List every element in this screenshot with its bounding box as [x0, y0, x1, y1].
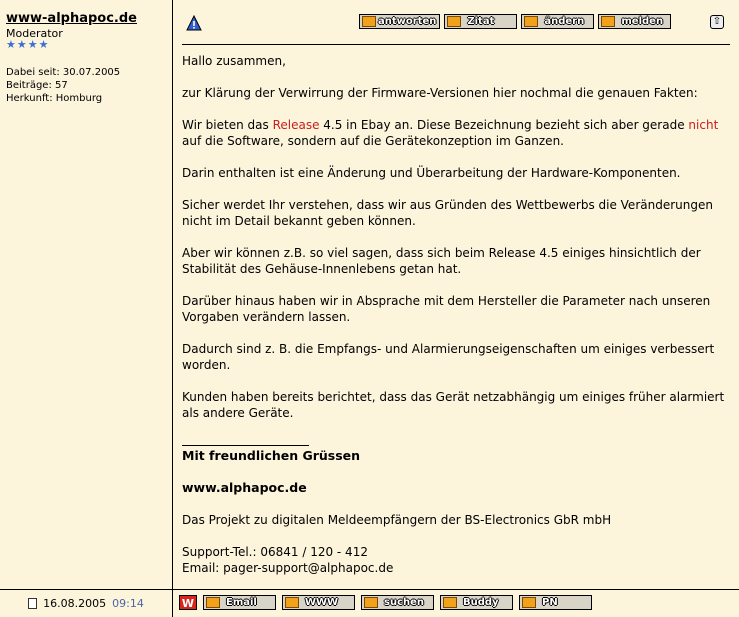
author-joined: Dabei seit: 30.07.2005: [6, 67, 121, 78]
paragraph: Aber wir können z.B. so viel sagen, dass sich beim Release 4.5 einiges hinsichtlich der Stabilität des Gehäuse-Innenlebens getan hat.: [182, 246, 701, 276]
greeting: Hallo zusammen,: [182, 54, 286, 68]
website-w-button[interactable]: W: [179, 595, 197, 610]
edit-button[interactable]: ändern: [521, 14, 594, 29]
www-button[interactable]: WWW: [282, 595, 355, 610]
author-sidebar: [0, 0, 173, 590]
scroll-top-icon[interactable]: ⇧: [710, 15, 724, 29]
email-button[interactable]: Email: [203, 595, 276, 610]
home-icon: [285, 597, 299, 608]
search-icon: [364, 597, 378, 608]
author-rank: Moderator: [6, 27, 63, 40]
warning-icon: [186, 15, 202, 31]
signature-project: Das Projekt zu digitalen Meldeempfängern der BS-Electronics GbR mbH: [182, 513, 612, 527]
paragraph: Darüber hinaus haben wir in Absprache mit dem Hersteller die Parameter nach unseren Vorgaben verändern lassen.: [182, 294, 711, 324]
post-toolbar: [359, 14, 671, 29]
email-icon: [206, 597, 220, 608]
report-icon: [601, 16, 615, 27]
paragraph: Wir bieten das Release 4.5 in Ebay an. Diese Bezeichnung bezieht sich aber gerade nicht auf die Software, sondern auf die Gerätekonzeption im Ganzen.: [182, 118, 719, 148]
author-meta: [6, 66, 120, 105]
paragraph: Dadurch sind z. B. die Empfangs- und Alarmierungseigenschaften um einiges verbessert worden.: [182, 342, 715, 372]
star-icon: ★: [27, 38, 38, 51]
edit-icon: [524, 16, 538, 27]
header-separator: [182, 44, 730, 45]
paragraph: Kunden haben bereits berichtet, dass das Gerät netzabhängig um einiges früher alarmiert als andere Geräte.: [182, 390, 725, 420]
quote-button[interactable]: Zitat: [444, 14, 517, 29]
star-icon: ★: [38, 38, 49, 51]
buddy-button[interactable]: Buddy: [440, 595, 513, 610]
reply-icon: [362, 16, 376, 27]
paragraph: Sicher werdet Ihr verstehen, dass wir aus Gründen des Wettbewerbs die Veränderungen nicht im Detail bekannt geben können.: [182, 198, 713, 228]
author-username-link[interactable]: www-alphapoc.de: [6, 11, 137, 26]
signature-email: Email: pager-support@alphapoc.de: [182, 561, 394, 575]
signature-regards: Mit freundlichen Grüssen: [182, 448, 361, 463]
star-icon: ★: [16, 38, 27, 51]
star-icon: ★: [6, 38, 16, 51]
message-icon: [522, 597, 536, 608]
contact-toolbar: [179, 595, 592, 610]
post-footer: [0, 589, 739, 617]
highlight-nicht: nicht: [688, 118, 719, 132]
reply-button[interactable]: antworten: [359, 14, 440, 29]
paragraph: Darin enthalten ist eine Änderung und Überarbeitung der Hardware-Komponenten.: [182, 166, 681, 180]
author-post-count: Beiträge: 57: [6, 80, 68, 91]
document-icon: [28, 598, 37, 609]
signature-divider: [182, 445, 309, 446]
buddy-icon: [443, 597, 457, 608]
signature-phone: Support-Tel.: 06841 / 120 - 412: [182, 545, 368, 559]
quote-icon: [447, 16, 461, 27]
rank-stars: [6, 39, 49, 50]
search-button[interactable]: suchen: [361, 595, 434, 610]
post-content: [174, 0, 739, 590]
post-timestamp: [0, 590, 173, 617]
post-date: 16.08.2005: [43, 597, 107, 610]
post-time: 09:14: [112, 597, 144, 610]
paragraph: zur Klärung der Verwirrung der Firmware-Versionen hier nochmal die genauen Fakten:: [182, 86, 698, 100]
report-button[interactable]: melden: [598, 14, 671, 29]
pn-button[interactable]: PN: [519, 595, 592, 610]
post-body: [182, 53, 730, 576]
highlight-release: Release: [272, 118, 320, 132]
signature-site: www.alphapoc.de: [182, 480, 307, 495]
author-location: Herkunft: Homburg: [6, 93, 103, 104]
